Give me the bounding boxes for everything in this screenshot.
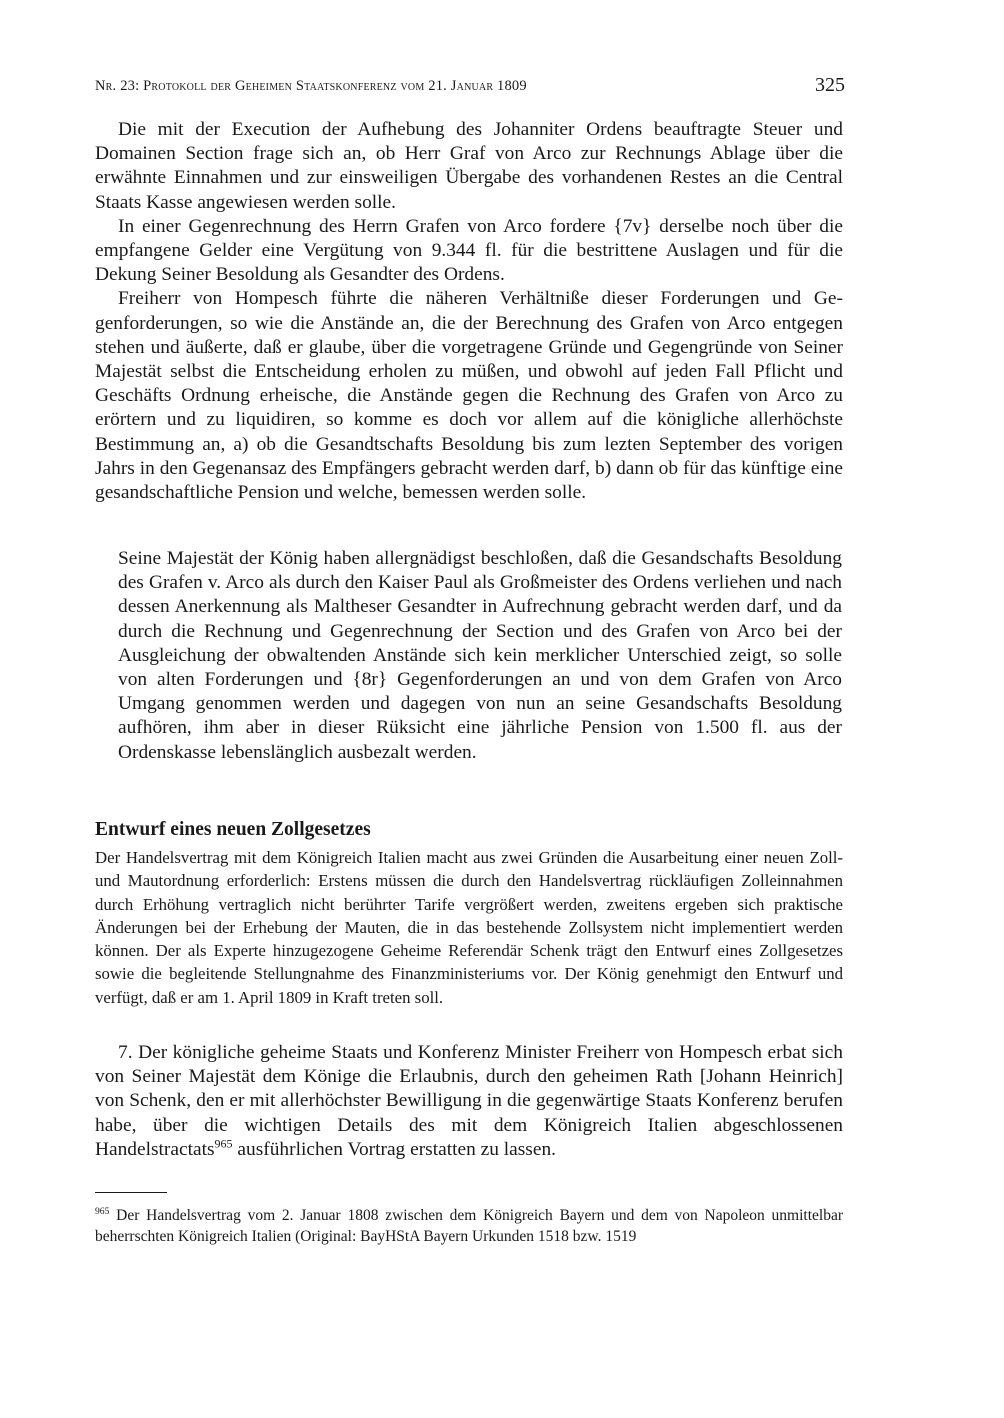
footnote-965 — [95, 1205, 843, 1247]
footnote-divider — [95, 1192, 167, 1193]
protocol-section-7 — [95, 1041, 843, 1162]
summary-text: Der Handelsvertrag mit dem Königreich Italien macht aus zwei Gründen die Ausarbeitung einer neuen Zoll- und Mautordnung erforderlich: Erstens müssen die durch den Handelsvertrag rückläufigen Zolleinnahmen durch Erhöhung vertraglich nicht berührter Tarife vergrößert werden, zweitens ergeben sich praktische Änderungen bei der Erhebung der Mauten, die in das bestehende Zollsystem nicht implementiert werden können. Der als Experte hinzugezogene Geheime Referendär Schenk trägt den Entwurf eines Zollgesetzes sowie die begleitende Stellungnahme des Finanzministeriums vor. Der König genehmigt den Entwurf und verfügt, daß er am 1. April 1809 in Kraft treten soll. — [95, 848, 843, 1007]
item-7-text-end: ausführlichen Vortrag erstatten zu lassen. — [232, 1138, 557, 1160]
page-header — [95, 76, 845, 100]
section-heading: Entwurf eines neuen Zollgesetzes — [95, 819, 371, 840]
royal-decision-block — [118, 547, 842, 765]
editorial-summary — [95, 846, 843, 1009]
footnote-number: 965 — [95, 1205, 110, 1217]
footnote-reference[interactable]: 965 — [214, 1136, 233, 1151]
paragraph-item-7 — [95, 1041, 843, 1162]
protocol-section-1 — [95, 118, 843, 505]
paragraph-execution-request: Die mit der Execution der Aufhebung des Johanniter Ordens beauftragte Steuer und Domainen Section frage sich an, ob Herr Graf von Arco zur Rechnungs Ablage über die erwähnte Einnahmen und zur einsweiligen Übergabe des vorhandenen Restes an die Central Staats Kasse angewiesen werden solle. — [95, 119, 843, 213]
paragraph-hompesch-report: Freiherr von Hompesch führte die näheren Verhältniße dieser Forderungen und Gegenforderungen, so wie die Anstände an, die der Berechnung des Grafen von Arco entgegen stehen und äußerte, daß er glaube, über die vorgetragene Gründe und Gegengründe von Seiner Majestät selbst die Entscheidung erholen zu müßen, und obwohl auf jeden Fall Pflicht und Geschäfts Ordnung erheische, die Anstände gegen die Rechnung des Grafen von Arco zu erörtern und zu liquidiren, so komme es doch vor allem auf die königliche allerhöchste Bestimmung an, a) ob die Gesandtschafts Besoldung bis zum lezten September des vorigen Jahrs in den Gegenansaz des Empfängers gebracht werden darf, b) dann ob für das künftige eine gesandschaftliche Pension und welche, bemessen werden solle. — [95, 288, 843, 504]
footnote-text: Der Handelsvertrag vom 2. Januar 1808 zwischen dem Königreich Bayern und dem von Napoleon unmittelbar beherrschten Königreich Italien (Original: BayHStA Bayern Urkunden 1518 bzw. 1519 — [95, 1207, 843, 1245]
page-number: 325 — [815, 74, 845, 96]
royal-decision-text: Seine Majestät der König haben allergnädigst beschloßen, daß die Gesandschafts Besoldung des Grafen v. Arco als durch den Kaiser Paul als Großmeister des Ordens verliehen und nach dessen Anerkennung als Maltheser Gesandter in Aufrechnung gebracht werden darf, und da durch die Rechnung und Gegenrechnung der Section und des Grafen von Arco bei der Ausgleichung der obwaltenden Anstände sich kein merklicher Unterschied zeigt, so solle von alten Forderungen und {8r} Gegenforderungen an und von dem Grafen von Arco Umgang genommen werden und dagegen von nun an seine Gesandschafts Besoldung aufhören, ihm aber in dieser Rüksicht eine jährliche Pension von 1.500 fl. aus der Ordenskasse lebenslänglich ausbezalt werden. — [118, 548, 842, 763]
item-7-text: 7. Der königliche geheime Staats und Konferenz Minister Freiherr von Hompesch erbat sich von Seiner Majestät dem Könige die Erlaubnis, durch den geheimen Rath [Johann Heinrich] von Schenk, den er mit allerhöchster Bewilligung in die gegenwärtige Staats Konferenz berufen habe, über die wichtigen Details des mit dem Königreich Italien abgeschlossenen Handelstractats — [95, 1042, 843, 1160]
paragraph-counter-claim: In einer Gegenrechnung des Herrn Grafen von Arco fordere {7v} derselbe noch über die empfangene Gelder eine Vergütung von 9.344 fl. für die bestrittene Auslagen und für die Dekung Seiner Besoldung als Gesandter des Ordens. — [95, 215, 843, 286]
running-head: Nr. 23: Protokoll der Geheimen Staatskonferenz vom 21. Januar 1809 — [95, 78, 527, 94]
